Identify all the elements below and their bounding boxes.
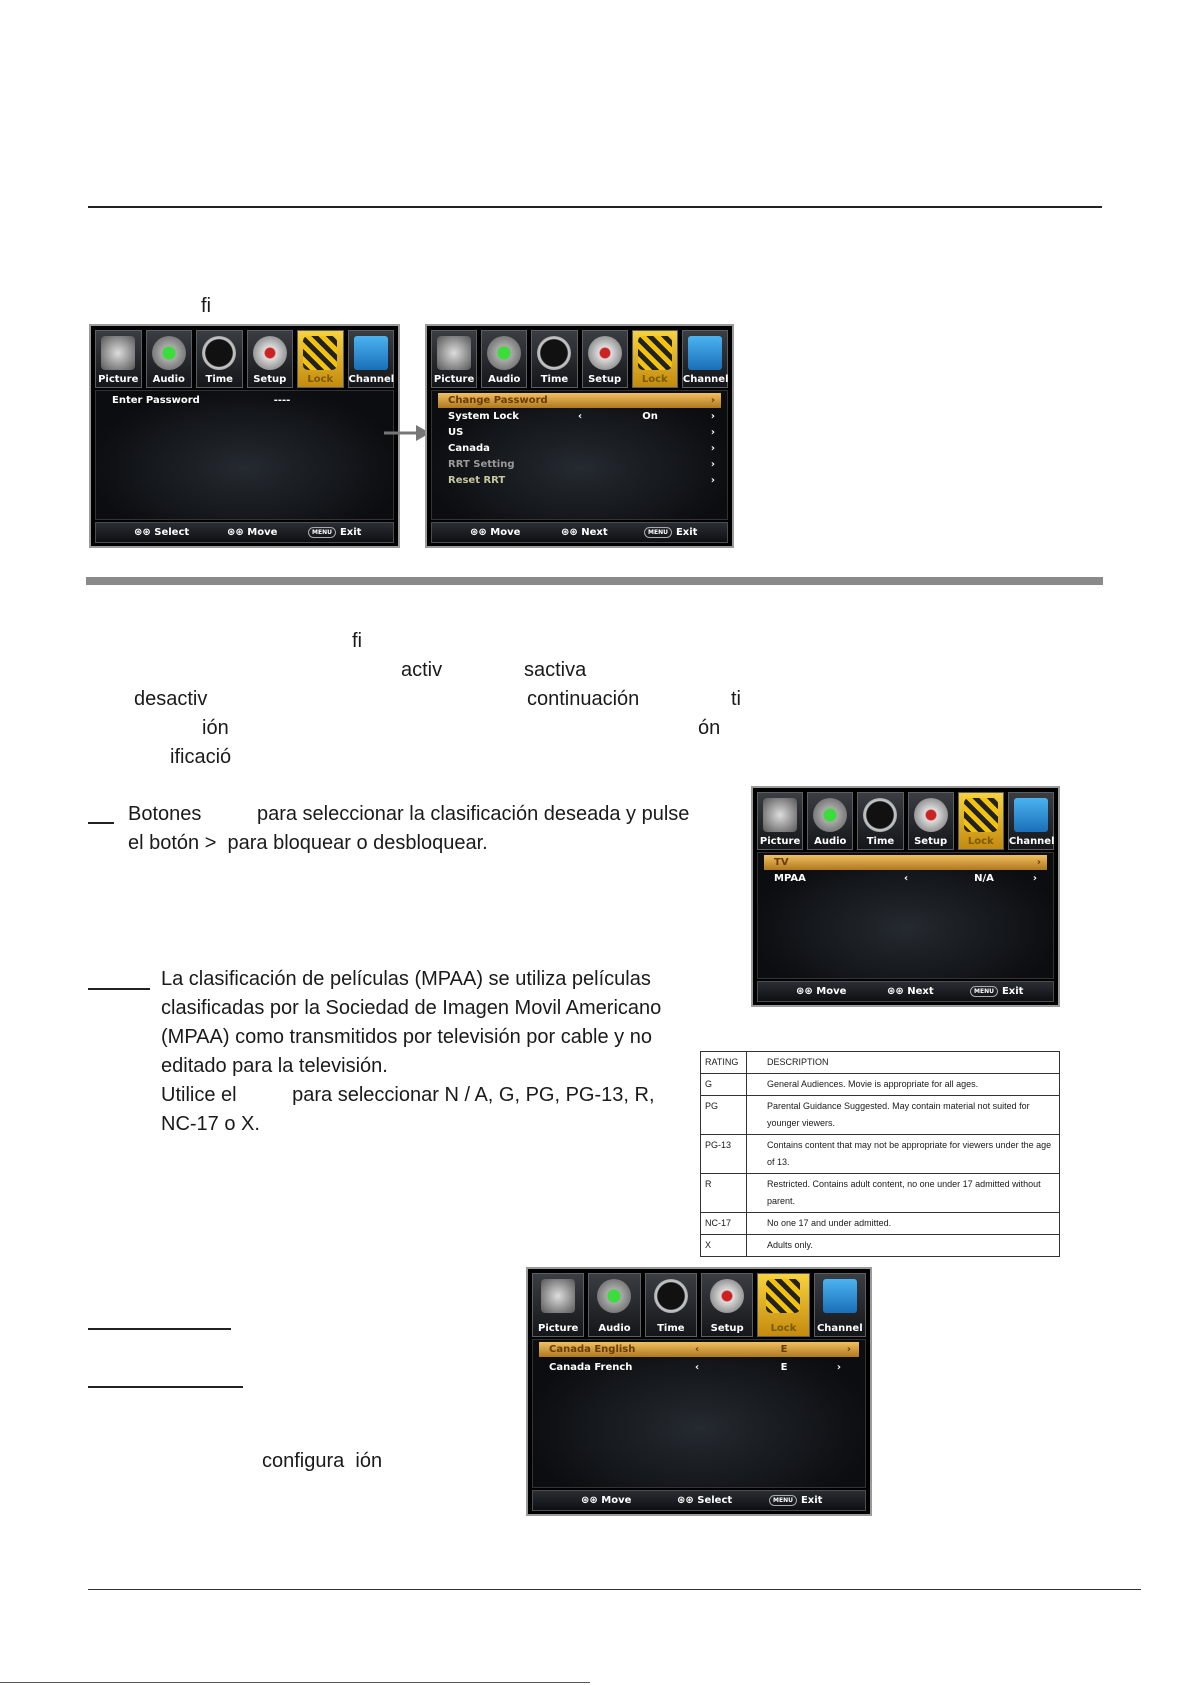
up-down-icon: ⊛⊛ xyxy=(470,527,491,538)
osd-body xyxy=(431,390,728,520)
row-label: Reset RRT xyxy=(448,475,506,486)
hint-exit xyxy=(644,523,697,542)
osd-tab-bar xyxy=(95,330,394,388)
description-cell: No one 17 and under admitted. xyxy=(747,1213,1060,1235)
menu-key-icon: MENU xyxy=(769,1495,797,1506)
row-label: MPAA xyxy=(774,873,806,884)
osd-row-canada-french xyxy=(539,1360,859,1375)
row-label: Canada French xyxy=(549,1362,633,1373)
description-cell: Restricted. Contains adult content, no one under 17 admitted without parent. xyxy=(747,1174,1060,1213)
tv-instructions-line1: Botones para seleccionar la clasificación deseada y pulse xyxy=(128,803,690,825)
tab-label: Setup xyxy=(253,374,287,385)
osd-tab-bar xyxy=(431,330,728,388)
tab-time xyxy=(645,1273,697,1337)
hint-label: Next xyxy=(907,986,934,997)
para-fragment: ti xyxy=(731,688,741,710)
tab-channel xyxy=(348,330,395,388)
rating-table xyxy=(700,1051,1060,1257)
menu-key-icon: MENU xyxy=(970,986,998,997)
tab-label: Audio xyxy=(814,836,847,847)
tab-label: Picture xyxy=(538,1323,579,1334)
osd-row-enter-password xyxy=(102,393,387,408)
hint-label: Next xyxy=(581,527,608,538)
tab-time xyxy=(857,792,903,850)
up-down-icon: ⊛⊛ xyxy=(796,986,817,997)
tab-setup xyxy=(582,330,628,388)
monitor-icon xyxy=(354,336,388,370)
camera-icon xyxy=(763,798,797,832)
tab-label: Audio xyxy=(152,374,185,385)
clock-icon xyxy=(202,336,236,370)
chevron-right-icon: › xyxy=(710,475,715,486)
chevron-right-icon: › xyxy=(710,459,715,470)
tab-label: Lock xyxy=(641,374,668,385)
tab-label: Lock xyxy=(307,374,334,385)
tab-label: Lock xyxy=(770,1323,797,1334)
description-cell: Adults only. xyxy=(747,1235,1060,1257)
tab-label: Picture xyxy=(433,374,475,385)
osd-tab-bar xyxy=(757,792,1054,850)
hint-label: Move xyxy=(816,986,847,997)
mpaa-line: clasificadas por la Sociedad de Imagen Movil Americano xyxy=(161,997,662,1019)
row-value: E xyxy=(780,1362,788,1373)
padlock-icon xyxy=(766,1279,800,1313)
mpaa-line: editado para la televisión. xyxy=(161,1055,388,1077)
rating-cell: R xyxy=(701,1174,747,1213)
osd-row-canada xyxy=(438,441,721,456)
hint-select xyxy=(677,1491,732,1510)
osd-row-mpaa xyxy=(764,871,1047,886)
left-right-icon: ⊛⊛ xyxy=(227,527,248,538)
tab-label: Audio xyxy=(488,374,521,385)
hint-label: Exit xyxy=(675,527,698,538)
osd-tab-bar xyxy=(532,1273,866,1337)
tab-label: Audio xyxy=(598,1323,631,1334)
hint-exit xyxy=(769,1491,822,1510)
mpaa-heading-underline xyxy=(88,988,150,990)
configuracion-fragment: configura ión xyxy=(262,1450,383,1472)
menu-key-icon: MENU xyxy=(644,527,672,538)
tab-picture xyxy=(431,330,477,388)
mpaa-line: (MPAA) como transmitidos por televisión por cable y no xyxy=(161,1026,652,1048)
osd-row-tv xyxy=(764,855,1047,870)
tab-channel xyxy=(682,330,728,388)
osd-screen-lock-menu xyxy=(425,324,734,548)
osd-footer xyxy=(431,522,728,543)
clock-icon xyxy=(537,336,571,370)
gear-icon xyxy=(253,336,287,370)
canada-french-heading-underline xyxy=(88,1386,243,1388)
chevron-right-icon: › xyxy=(1032,873,1037,884)
hint-label: Move xyxy=(247,527,278,538)
tab-setup xyxy=(701,1273,753,1337)
osd-row-change-password xyxy=(438,393,721,408)
footer-rule xyxy=(88,1589,1141,1590)
gear-icon xyxy=(914,798,948,832)
chevron-right-icon: › xyxy=(710,443,715,454)
fi-ligature-text: ﬁ xyxy=(201,295,211,317)
tab-time xyxy=(196,330,243,388)
chevron-right-icon: › xyxy=(836,1362,841,1373)
tab-label: Time xyxy=(866,836,895,847)
hint-label: Exit xyxy=(339,527,362,538)
tab-setup xyxy=(247,330,294,388)
row-label: System Lock xyxy=(448,411,519,422)
description-cell: Parental Guidance Suggested. May contain material not suited for younger viewers. xyxy=(747,1096,1060,1135)
row-value: E xyxy=(780,1344,788,1355)
table-row xyxy=(701,1096,1060,1135)
tab-label: Setup xyxy=(710,1323,744,1334)
tab-picture xyxy=(532,1273,584,1337)
osd-body xyxy=(95,390,394,520)
header-cell: DESCRIPTION xyxy=(747,1052,1060,1074)
rating-cell: G xyxy=(701,1074,747,1096)
osd-row-system-lock xyxy=(438,409,721,424)
row-label: Canada English xyxy=(549,1344,636,1355)
tab-label: Channel xyxy=(682,374,729,385)
tab-label: Picture xyxy=(759,836,801,847)
row-value: N/A xyxy=(974,873,994,884)
header-cell: RATING xyxy=(701,1052,747,1074)
para-fragment: continuación xyxy=(527,688,640,710)
table-row xyxy=(701,1174,1060,1213)
osd-footer xyxy=(757,981,1054,1002)
monitor-icon xyxy=(1014,798,1048,832)
section-rule xyxy=(86,577,1103,585)
tab-audio xyxy=(481,330,527,388)
osd-screen-us-ratings xyxy=(751,786,1060,1007)
osd-screen-canada-ratings xyxy=(526,1267,872,1516)
osd-body xyxy=(532,1339,866,1488)
tab-label: Setup xyxy=(588,374,622,385)
row-label: TV xyxy=(774,857,789,868)
hint-select xyxy=(134,523,189,542)
tab-label: Picture xyxy=(98,374,139,385)
monitor-icon xyxy=(823,1279,857,1313)
camera-icon xyxy=(541,1279,575,1313)
rating-cell: PG-13 xyxy=(701,1135,747,1174)
hint-move xyxy=(796,982,846,1001)
hint-move xyxy=(227,523,277,542)
tab-picture xyxy=(95,330,142,388)
para-fragment: ﬁ xyxy=(352,630,362,652)
chevron-left-icon: ‹ xyxy=(904,873,909,884)
hint-label: Select xyxy=(697,1495,733,1506)
osd-screen-enter-password xyxy=(89,324,400,548)
chevron-right-icon: › xyxy=(710,411,715,422)
password-mask: ---- xyxy=(273,395,291,406)
tab-label: Lock xyxy=(967,836,994,847)
row-label: Canada xyxy=(448,443,490,454)
tab-lock xyxy=(958,792,1004,850)
para-fragment: ión xyxy=(202,717,229,739)
hint-next xyxy=(561,523,608,542)
tab-label: Channel xyxy=(1008,836,1055,847)
tab-label: Time xyxy=(540,374,569,385)
hint-label: Exit xyxy=(1001,986,1024,997)
row-label: Change Password xyxy=(448,395,548,406)
table-header-row xyxy=(701,1052,1060,1074)
tab-audio xyxy=(146,330,193,388)
bottom-edge-rule xyxy=(0,1682,590,1683)
camera-icon xyxy=(101,336,135,370)
tab-label: Time xyxy=(657,1323,685,1334)
osd-row-reset-rrt xyxy=(438,473,721,488)
chevron-left-icon: ‹ xyxy=(695,1362,700,1373)
osd-body xyxy=(757,852,1054,979)
menu-key-icon: MENU xyxy=(308,527,336,538)
music-note-icon xyxy=(152,336,186,370)
padlock-icon xyxy=(964,798,998,832)
tab-label: Channel xyxy=(348,374,395,385)
tab-picture xyxy=(757,792,803,850)
chevron-left-icon: ‹ xyxy=(578,411,583,422)
padlock-icon xyxy=(638,336,672,370)
canada-english-heading-underline xyxy=(88,1328,231,1330)
tab-label: Time xyxy=(205,374,233,385)
rating-cell: NC-17 xyxy=(701,1213,747,1235)
rating-cell: PG xyxy=(701,1096,747,1135)
clock-icon xyxy=(863,798,897,832)
rating-cell: X xyxy=(701,1235,747,1257)
hint-label: Exit xyxy=(800,1495,823,1506)
chevron-left-icon: ‹ xyxy=(695,1344,700,1355)
tab-label: Channel xyxy=(816,1323,863,1334)
chevron-right-icon: › xyxy=(710,427,715,438)
table-row xyxy=(701,1074,1060,1096)
row-label: US xyxy=(448,427,464,438)
tab-lock xyxy=(297,330,344,388)
table-row xyxy=(701,1135,1060,1174)
description-cell: Contains content that may not be appropriate for viewers under the age of 13. xyxy=(747,1135,1060,1174)
osd-row-rrt-setting xyxy=(438,457,721,472)
para-fragment: desactiv xyxy=(134,688,208,710)
tab-label: Setup xyxy=(914,836,948,847)
tab-time xyxy=(531,330,577,388)
osd-row-us xyxy=(438,425,721,440)
gear-icon xyxy=(588,336,622,370)
camera-icon xyxy=(437,336,471,370)
monitor-icon xyxy=(688,336,722,370)
tab-audio xyxy=(588,1273,640,1337)
tab-audio xyxy=(807,792,853,850)
tv-heading-underline xyxy=(88,822,114,824)
hint-move xyxy=(470,523,520,542)
tab-lock xyxy=(757,1273,809,1337)
osd-footer xyxy=(95,522,394,543)
hint-exit xyxy=(970,982,1023,1001)
hint-label: Move xyxy=(601,1495,632,1506)
hint-move xyxy=(581,1491,631,1510)
para-fragment: ón xyxy=(698,717,721,739)
music-note-icon xyxy=(813,798,847,832)
description-cell: General Audiences. Movie is appropriate for all ages. xyxy=(747,1074,1060,1096)
music-note-icon xyxy=(597,1279,631,1313)
clock-icon xyxy=(654,1279,688,1313)
left-right-icon: ⊛⊛ xyxy=(561,527,582,538)
music-note-icon xyxy=(487,336,521,370)
para-fragment: activ xyxy=(401,659,443,681)
row-label: Enter Password xyxy=(112,395,200,406)
chevron-right-icon: › xyxy=(1036,857,1041,868)
hint-next xyxy=(887,982,934,1001)
para-fragment: ificació xyxy=(170,746,232,768)
left-right-icon: ⊛⊛ xyxy=(887,986,908,997)
hint-exit xyxy=(308,523,361,542)
gear-icon xyxy=(710,1279,744,1313)
tab-channel xyxy=(1008,792,1054,850)
row-label: RRT Setting xyxy=(448,459,515,470)
para-fragment: sactiva xyxy=(524,659,587,681)
chevron-right-icon: › xyxy=(846,1344,851,1355)
tab-channel xyxy=(814,1273,866,1337)
hint-label: Select xyxy=(154,527,190,538)
left-right-icon: ⊛⊛ xyxy=(677,1495,698,1506)
osd-row-canada-english xyxy=(539,1342,859,1357)
osd-footer xyxy=(532,1490,866,1511)
top-rule xyxy=(88,206,1102,208)
up-down-icon: ⊛⊛ xyxy=(134,527,155,538)
table-row xyxy=(701,1235,1060,1257)
hint-label: Move xyxy=(490,527,521,538)
table-row xyxy=(701,1213,1060,1235)
row-value: On xyxy=(642,411,658,422)
chevron-right-icon: › xyxy=(710,395,715,406)
up-down-icon: ⊛⊛ xyxy=(581,1495,602,1506)
mpaa-line: La clasificación de películas (MPAA) se utiliza películas xyxy=(161,968,651,990)
tv-instructions-line2: el botón > para bloquear o desbloquear. xyxy=(128,832,488,854)
mpaa-line: Utilice el para seleccionar N / A, G, PG, PG-13, R, xyxy=(161,1084,655,1106)
tab-lock xyxy=(632,330,678,388)
mpaa-line: NC-17 o X. xyxy=(161,1113,260,1135)
tab-setup xyxy=(908,792,954,850)
padlock-icon xyxy=(303,336,337,370)
